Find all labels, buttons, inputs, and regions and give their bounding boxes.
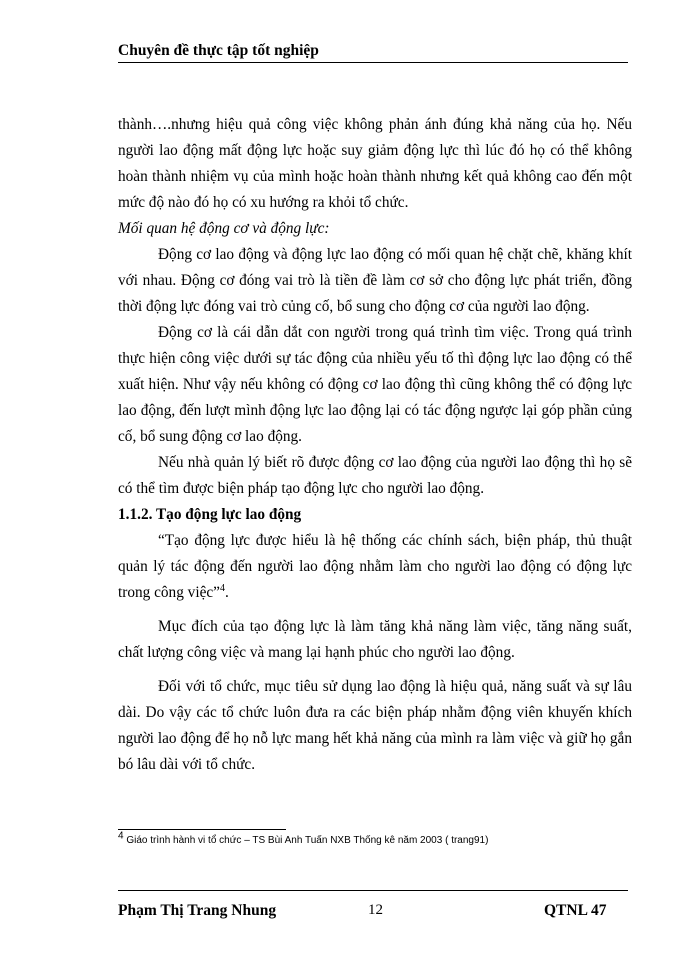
footer-rule — [118, 890, 628, 891]
paragraph-4: Nếu nhà quản lý biết rõ được động cơ lao động của người lao động thì họ sẽ có thể tìm được biện pháp tạo động lực cho người lao động. — [118, 454, 632, 497]
footer-code: QTNL 47 — [544, 902, 607, 919]
paragraph-6: Mục đích của tạo động lực là làm tăng khả năng làm việc, tăng năng suất, chất lượng công việc và mang lại hạnh phúc cho người lao động. — [118, 618, 632, 661]
footnote-number: 4 — [118, 830, 124, 842]
header-rule — [118, 62, 628, 63]
relation-heading: Mối quan hệ động cơ và động lực: — [118, 220, 330, 237]
footnote — [118, 830, 489, 846]
footnote-rule — [118, 829, 286, 830]
page-number: 12 — [368, 902, 383, 918]
paragraph-2: Động cơ lao động và động lực lao động có mối quan hệ chặt chẽ, khăng khít với nhau. Động cơ đóng vai trò là tiền đề làm cơ sở cho động lực phát triển, đồng thời động lực đóng vai trò củng cố, bổ sung cho động cơ của người lao động. — [118, 246, 632, 315]
body-text — [118, 112, 632, 778]
paragraph-3: Động cơ là cái dẫn dắt con người trong quá trình tìm việc. Trong quá trình thực hiện công việc dưới sự tác động của nhiều yếu tố thì động lực lao động có thể xuất hiện. Như vậy nếu không có động cơ lao động thì cũng không thể có động lực lao động, đến lượt mình động lực lao động lại có tác động ngược lại góp phần củng cố, bổ sung động cơ lao động. — [118, 324, 632, 445]
section-heading: 1.1.2. Tạo động lực lao động — [118, 506, 302, 523]
paragraph-5 — [118, 528, 632, 606]
footnote-text: Giáo trình hành vi tổ chức – TS Bùi Anh Tuấn NXB Thống kê năm 2003 ( trang91) — [123, 835, 489, 846]
page-header-title: Chuyên đề thực tập tốt nghiệp — [118, 42, 319, 59]
footer-author: Phạm Thị Trang Nhung — [118, 902, 277, 919]
paragraph-5-end: . — [224, 584, 229, 601]
footnote-ref: 4 — [219, 582, 225, 594]
paragraph-1: thành….nhưng hiệu quả công việc không phản ánh đúng khả năng của họ. Nếu người lao động mất động lực hoặc suy giảm động lực thì lúc đó họ có thể không hoàn thành nhiệm vụ của mình hoặc hoàn thành nhưng kết quả không cao đến một mức độ nào đó họ có xu hướng ra khỏi tổ chức. — [118, 116, 632, 211]
paragraph-7: Đối với tổ chức, mục tiêu sử dụng lao động là hiệu quả, năng suất và sự lâu dài. Do vậy các tổ chức luôn đưa ra các biện pháp nhằm động viên khuyến khích người lao động để họ nỗ lực mang hết khả năng của mình ra làm việc và giữ họ gắn bó lâu dài với tổ chức. — [118, 678, 632, 773]
paragraph-5-text: “Tạo động lực được hiểu là hệ thống các chính sách, biện pháp, thủ thuật quản lý tác động đến người lao động nhằm làm cho người lao động có động lực trong công việc” — [118, 532, 632, 601]
